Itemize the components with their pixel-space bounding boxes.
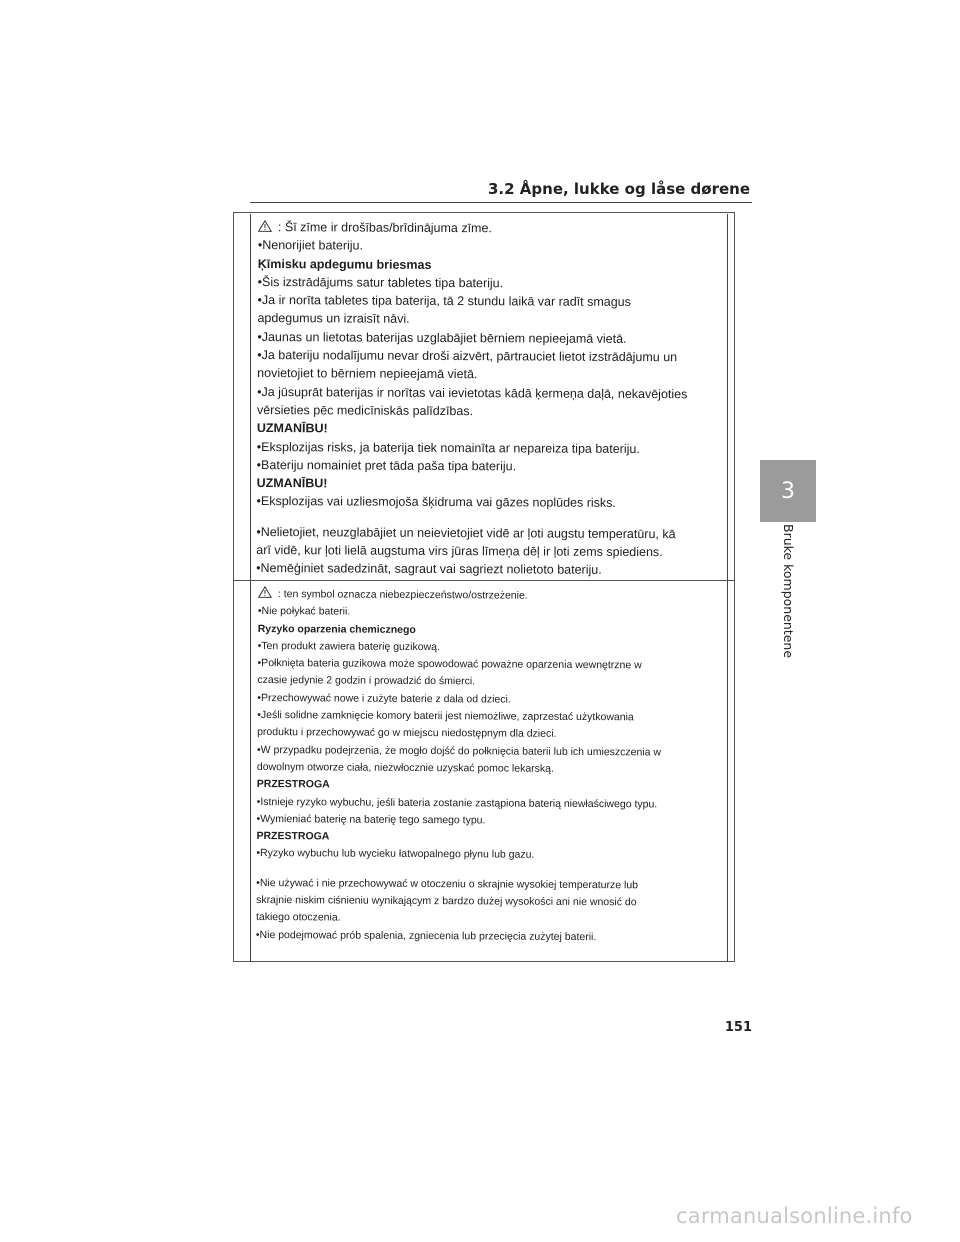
latvian-lines xyxy=(256,236,723,580)
latvian-line: •Nelietojiet, neuzglabājiet un neievietojiet vidē ar ļoti augstu temperatūru, kā xyxy=(256,524,676,541)
chapter-number: 3 xyxy=(781,478,795,504)
polish-line: •Nie podejmować prób spalenia, zgniecenia lub przecięcia zużytej baterii. xyxy=(255,928,597,943)
polish-line: skrajnie niskim ciśnieniu wynikającym z bardzo dużej wysokości ani nie wnosić do xyxy=(256,894,637,909)
latvian-line: •Bateriju nomainiet pret tāda paša tipa bateriju. xyxy=(256,457,517,474)
language-divider xyxy=(233,580,735,581)
latvian-symbol-text: : Šī zīme ir drošības/brīdinājuma zīme. xyxy=(277,220,492,236)
latvian-line: •Eksplozijas vai uzliesmojoša šķidruma vai gāzes noplūdes risks. xyxy=(256,494,616,511)
latvian-symbol-line xyxy=(258,218,723,239)
latvian-heading: UZMANĪBU! xyxy=(256,476,328,491)
latvian-line: •Jaunas un lietotas baterijas uzglabājiet bērniem nepieejamā vietā. xyxy=(257,329,627,346)
polish-heading: Ryzyko oparzenia chemicznego xyxy=(257,622,416,636)
polish-line: produktu i przechowywać go w miejscu niedostępnym dla dzieci. xyxy=(257,726,557,741)
polish-line: •Ryzyko wybuchu lub wycieku łatwopalnego płynu lub gazu. xyxy=(256,847,535,862)
latvian-line: •Nemēģiniet sadedzināt, sagraut vai sagriezt nolietoto bateriju. xyxy=(256,561,602,578)
polish-line: •Nie używać i nie przechowywać w otoczeniu o skrajnie wysokiej temperaturze lub xyxy=(256,876,639,892)
polish-lines xyxy=(256,603,723,946)
latvian-line: arī vidē, kur ļoti lielā augstuma virs jūras līmeņa dēļ ir ļoti zems spiediens. xyxy=(256,543,663,560)
latvian-line: apdegumus un izraisīt nāvi. xyxy=(257,311,410,327)
polish-line: •Nie połykać baterii. xyxy=(257,605,351,618)
polish-line: •W przypadku podejrzenia, że mogło dojść do połknięcia baterii lub ich umieszczenia w xyxy=(256,743,662,759)
polish-symbol-text: : ten symbol oznacza niebezpieczeństwo/ostrzeżenie. xyxy=(277,588,528,602)
latvian-heading: UZMANĪBU! xyxy=(256,421,328,436)
header-rule xyxy=(250,202,752,203)
latvian-warning-text xyxy=(256,218,723,580)
chapter-tab xyxy=(760,460,816,522)
polish-line: czasie jedynie 2 godzin i prowadzić do śmierci. xyxy=(257,674,476,688)
polish-heading: PRZESTROGA xyxy=(256,778,330,791)
polish-line: takiego otoczenia. xyxy=(255,911,341,924)
polish-line: •Istnieje ryzyko wybuchu, jeśli bateria zostanie zastąpiona baterią niewłaściwego typu. xyxy=(256,795,658,811)
latvian-line: •Eksplozijas risks, ja baterija tiek nomainīta ar nepareiza tipa bateriju. xyxy=(256,439,640,456)
warning-triangle-icon xyxy=(258,220,272,232)
latvian-line: •Ja ir norīta tabletes tipa baterija, tā 2 stundu laikā var radīt smagus xyxy=(257,293,631,310)
polish-line: •Wymieniać baterię na baterię tego samego typu. xyxy=(256,812,486,827)
warning-triangle-icon xyxy=(258,586,272,598)
latvian-line: vērsieties pēc medicīniskās palīdzības. xyxy=(256,402,474,419)
latvian-line: •Ja jūsuprāt baterijas ir norītas vai ievietotas kādā ķermeņa daļā, nekavējoties xyxy=(257,384,688,401)
polish-line: •Ten produkt zawiera baterię guzikową. xyxy=(257,639,440,654)
latvian-line: •Ja bateriju nodalījumu nevar droši aizvērt, pārtrauciet lietot izstrādājumu un xyxy=(257,348,678,365)
page-number: 151 xyxy=(724,1020,752,1035)
polish-warning-text xyxy=(256,586,723,947)
polish-line: dowolnym otworze ciała, niezwłocznie uzyskać pomoc lekarską. xyxy=(256,760,554,775)
watermark: carmanualsonline.info xyxy=(676,1204,913,1228)
latvian-line: novietojiet to bērniem nepieejamā vietā. xyxy=(257,366,478,382)
chapter-label: Bruke komponentene xyxy=(781,524,796,659)
latvian-line: •Nenorijiet bateriju. xyxy=(257,238,364,253)
latvian-line: •Šis izstrādājums satur tabletes tipa bateriju. xyxy=(257,274,504,291)
polish-line: •Połknięta bateria guzikowa może spowodować poważne oparzenia wewnętrzne w xyxy=(257,657,642,672)
polish-line: •Jeśli solidne zamknięcie komory baterii jest niemożliwe, zaprzestać użytkowania xyxy=(257,709,634,724)
polish-line: •Przechowywać nowe i zużyte baterie z dala od dzieci. xyxy=(257,691,511,706)
latvian-heading: Ķīmisku apdegumu briesmas xyxy=(257,256,432,272)
section-header: 3.2 Åpne, lukke og låse dørene xyxy=(488,180,750,198)
polish-heading: PRZESTROGA xyxy=(256,830,330,843)
